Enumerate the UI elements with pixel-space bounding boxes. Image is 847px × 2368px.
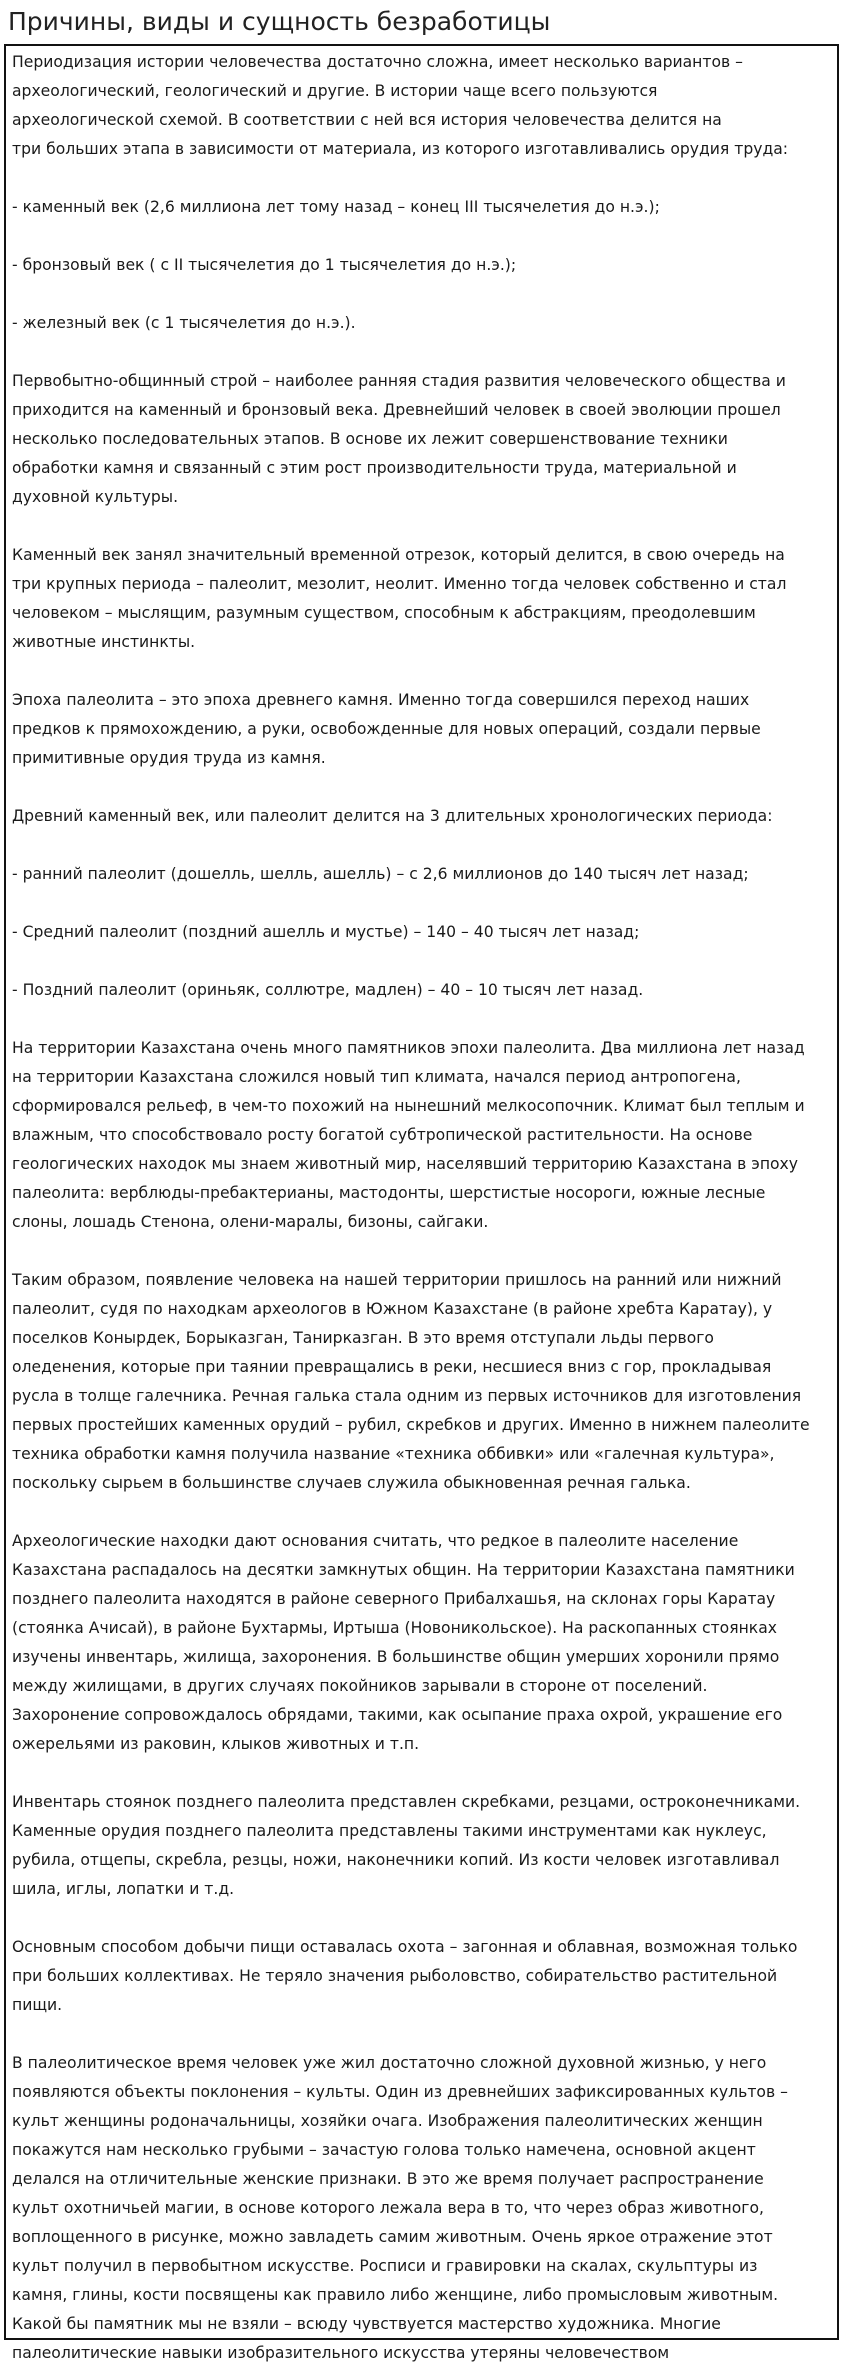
list-item-late-paleolithic: - Поздний палеолит (ориньяк, соллютре, мадлен) – 40 – 10 тысяч лет назад. xyxy=(12,981,644,999)
paragraph-tools-inventory xyxy=(12,1788,834,1904)
paragraph-primitive-society xyxy=(12,367,834,512)
text-line: поселков Конырдек, Борыказган, Танирказган. В это время отступали льды первого xyxy=(12,1329,714,1347)
text-line: археологический, геологический и другие. В истории чаще всего пользуются xyxy=(12,82,658,100)
text-line: русла в толще галечника. Речная галька стала одним из первых источников для изготовления xyxy=(12,1387,802,1405)
text-line: На территории Казахстана очень много памятников эпохи палеолита. Два миллиона лет назад xyxy=(12,1039,805,1057)
article-body xyxy=(12,48,834,2368)
page-title: Причины, виды и сущность безработицы xyxy=(8,7,551,36)
text-line: Периодизация истории человечества достаточно сложна, имеет несколько вариантов – xyxy=(12,53,743,71)
text-line: В палеолитическое время человек уже жил достаточно сложной духовной жизнью, у него xyxy=(12,2054,767,2072)
text-line: обработки камня и связанный с этим рост производительности труда, материальной и xyxy=(12,459,737,477)
text-line: человеком – мыслящим, разумным существом, способным к абстракциям, преодолевшим xyxy=(12,604,756,622)
text-line: на территории Казахстана сложился новый тип климата, начался период антропогена, xyxy=(12,1068,741,1086)
text-line: археологической схемой. В соответствии с ней вся история человечества делится на xyxy=(12,111,722,129)
text-line: культ женщины родоначальницы, хозяйки очага. Изображения палеолитических женщин xyxy=(12,2112,763,2130)
text-line: палеолитические навыки изобразительного искусства утеряны человечеством xyxy=(12,2344,670,2362)
text-line: геологических находок мы знаем животный мир, населявший территорию Казахстана в эпоху xyxy=(12,1155,799,1173)
text-line: покажутся нам несколько грубыми – зачастую голова только намечена, основной акцент xyxy=(12,2141,756,2159)
text-line: (стоянка Ачисай), в районе Бухтармы, Иртыша (Новоникольское). На раскопанных стоянках xyxy=(12,1619,777,1637)
text-line: слоны, лошадь Стенона, олени-маралы, бизоны, сайгаки. xyxy=(12,1213,489,1231)
text-line: между жилищами, в других случаях покойников зарывали в стороне от поселений. xyxy=(12,1677,708,1695)
paragraph-human-appearance xyxy=(12,1266,834,1498)
text-line: примитивные орудия труда из камня. xyxy=(12,749,326,767)
text-line: Захоронение сопровождалось обрядами, такими, как осыпание праха охрой, украшение его xyxy=(12,1706,783,1724)
text-line: духовной культуры. xyxy=(12,488,179,506)
text-line: влажным, что способствовало росту богатой субтропической растительности. На основе xyxy=(12,1126,753,1144)
text-line: три крупных периода – палеолит, мезолит, неолит. Именно тогда человек собственно и стал xyxy=(12,575,787,593)
text-line: Основным способом добычи пищи оставалась охота – загонная и облавная, возможная только xyxy=(12,1938,798,1956)
paragraph-spiritual-life xyxy=(12,2049,834,2368)
paragraph-paleolithic-division: Древний каменный век, или палеолит делится на 3 длительных хронологических периода: xyxy=(12,807,773,825)
text-line: ожерельями из раковин, клыков животных и т.п. xyxy=(12,1735,420,1753)
text-line: рубила, отщепы, скребла, резцы, ножи, наконечники копий. Из кости человек изготавливал xyxy=(12,1851,780,1869)
text-line: Казахстана распадалось на десятки замкнутых общин. На территории Казахстана памятники xyxy=(12,1561,795,1579)
list-item-middle-paleolithic: - Средний палеолит (поздний ашелль и мустье) – 140 – 40 тысяч лет назад; xyxy=(12,923,640,941)
article-frame xyxy=(4,44,839,2362)
list-item-iron-age: - железный век (с 1 тысячелетия до н.э.). xyxy=(12,314,356,332)
text-line: палеолита: верблюды-пребактерианы, мастодонты, шерстистые носороги, южные лесные xyxy=(12,1184,766,1202)
text-line: Первобытно-общинный строй – наиболее ранняя стадия развития человеческого общества и xyxy=(12,372,786,390)
text-line: культ получил в первобытном искусстве. Росписи и гравировки на скалах, скульптуры из xyxy=(12,2257,758,2275)
text-line: шила, иглы, лопатки и т.д. xyxy=(12,1880,235,1898)
paragraph-kazakhstan-paleolithic xyxy=(12,1034,834,1237)
text-line: сформировался рельеф, в чем-то похожий на нынешний мелкосопочник. Климат был теплым и xyxy=(12,1097,805,1115)
text-line: Какой бы памятник мы не взяли – всюду чувствуется мастерство художника. Многие xyxy=(12,2315,721,2333)
paragraph-hunting xyxy=(12,1933,834,2020)
text-line: предков к прямохождению, а руки, освобожденные для новых операций, создали первые xyxy=(12,720,761,738)
text-line: позднего палеолита находятся в районе северного Прибалхашья, на склонах горы Каратау xyxy=(12,1590,776,1608)
text-line: Каменный век занял значительный временной отрезок, который делится, в свою очередь на xyxy=(12,546,785,564)
text-line: приходится на каменный и бронзовый века. Древнейший человек в своей эволюции прошел xyxy=(12,401,781,419)
list-item-early-paleolithic: - ранний палеолит (дошелль, шелль, ашелль) – с 2,6 миллионов до 140 тысяч лет назад; xyxy=(12,865,749,883)
text-line: Каменные орудия позднего палеолита представлены такими инструментами как нуклеус, xyxy=(12,1822,767,1840)
paragraph-periodization xyxy=(12,48,834,164)
text-line: воплощенного в рисунке, можно завладеть самим животным. Очень яркое отражение этот xyxy=(12,2228,773,2246)
text-line: несколько последовательных этапов. В основе их лежит совершенствование техники xyxy=(12,430,728,448)
text-line: три больших этапа в зависимости от материала, из которого изготавливались орудия труда: xyxy=(12,140,789,158)
text-line: палеолит, судя по находкам археологов в Южном Казахстане (в районе хребта Каратау), у xyxy=(12,1300,773,1318)
paragraph-archaeological-finds xyxy=(12,1527,834,1759)
text-line: поскольку сырьем в большинстве случаев служила обыкновенная речная галька. xyxy=(12,1474,691,1492)
text-line: техника обработки камня получила название «техника оббивки» или «галечная культура», xyxy=(12,1445,775,1463)
text-line: Археологические находки дают основания считать, что редкое в палеолите население xyxy=(12,1532,739,1550)
paragraph-paleolithic-era xyxy=(12,686,834,773)
list-item-bronze-age: - бронзовый век ( с II тысячелетия до 1 тысячелетия до н.э.); xyxy=(12,256,517,274)
list-item-stone-age: - каменный век (2,6 миллиона лет тому назад – конец III тысячелетия до н.э.); xyxy=(12,198,660,216)
text-line: первых простейших каменных орудий – рубил, скребков и других. Именно в нижнем палеолите xyxy=(12,1416,810,1434)
text-line: при больших коллективах. Не теряло значения рыболовство, собирательство растительной xyxy=(12,1967,778,1985)
text-line: культ охотничьей магии, в основе которого лежала вера в то, что через образ животного, xyxy=(12,2199,764,2217)
text-line: животные инстинкты. xyxy=(12,633,196,651)
text-line: изучены инвентарь, жилища, захоронения. В большинстве общин умерших хоронили прямо xyxy=(12,1648,780,1666)
text-line: пищи. xyxy=(12,1996,63,2014)
text-line: Эпоха палеолита – это эпоха древнего камня. Именно тогда совершился переход наших xyxy=(12,691,750,709)
text-line: Инвентарь стоянок позднего палеолита представлен скребками, резцами, остроконечниками. xyxy=(12,1793,801,1811)
text-line: появляются объекты поклонения – культы. Один из древнейших зафиксированных культов – xyxy=(12,2083,788,2101)
text-line: делался на отличительные женские признаки. В это же время получает распространение xyxy=(12,2170,764,2188)
text-line: оледенения, которые при таянии превращались в реки, несшиеся вниз с гор, прокладывая xyxy=(12,1358,772,1376)
text-line: Таким образом, появление человека на нашей территории пришлось на ранний или нижний xyxy=(12,1271,782,1289)
text-line: камня, глины, кости посвящены как правило либо женщине, либо промысловым животным. xyxy=(12,2286,779,2304)
paragraph-stone-age-periods xyxy=(12,541,834,657)
